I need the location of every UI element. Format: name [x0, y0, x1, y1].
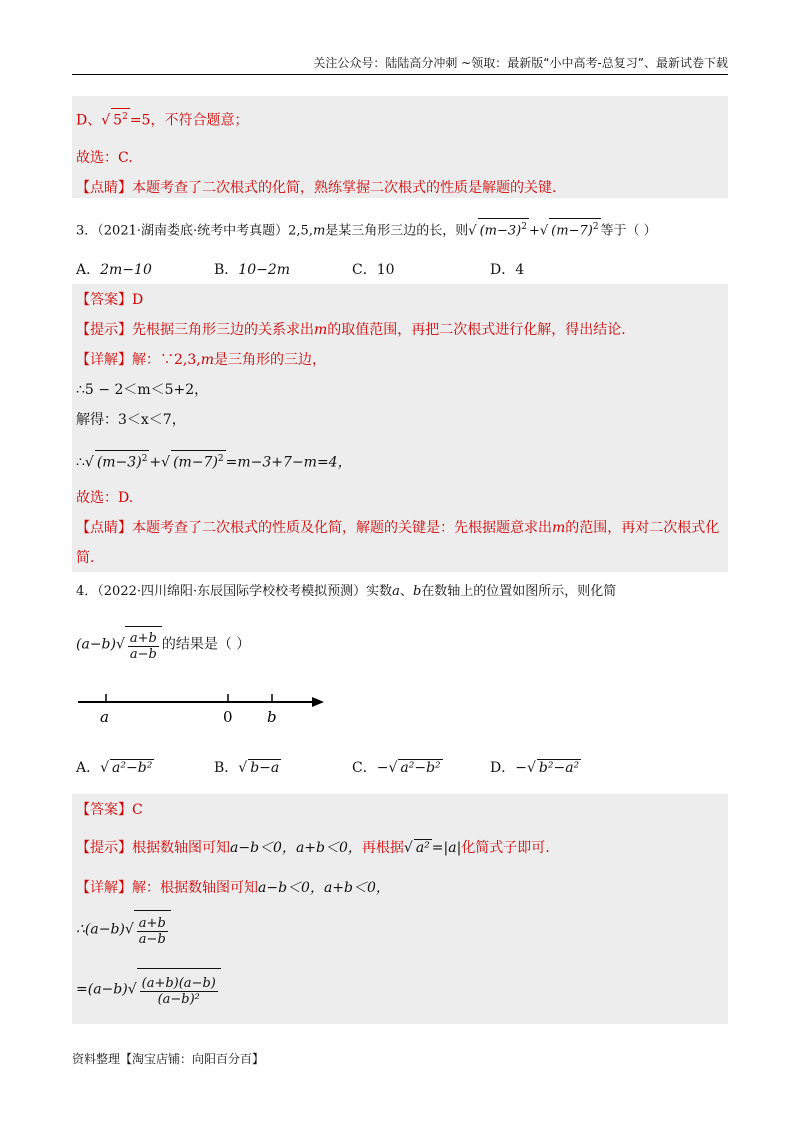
q3-step-2: 解得：3＜x＜7， — [76, 412, 186, 428]
q4-choice-b[interactable]: B．√ b−a — [214, 760, 280, 776]
hint-variable: m — [314, 322, 328, 338]
q4-stem — [76, 582, 616, 602]
therefore: ∴ — [76, 454, 85, 471]
stem-end: 等于（ ） — [600, 223, 657, 239]
choice-value: b−a — [250, 760, 280, 776]
choice-label: A． — [76, 760, 101, 776]
plus-sign: + — [528, 223, 540, 239]
prev-option-d: D、√ $5^2 =5$，不符合题意； — [76, 108, 248, 131]
fraction-denominator: a−b — [129, 646, 157, 662]
axis-label-a: a — [100, 708, 109, 726]
hint-tag: 【提示】 — [76, 840, 132, 856]
choice-sign: − — [376, 760, 389, 776]
fraction-numerator: (a+b)(a−b) — [141, 975, 216, 991]
hint-radicand: a² — [415, 840, 430, 856]
q4-answer — [76, 800, 143, 820]
q3-detail — [76, 350, 326, 370]
stem-sep: 、 — [399, 584, 413, 599]
comment-text-end: 的范围，再对二次根式化 — [565, 520, 720, 536]
answer-value: D — [132, 292, 144, 308]
question-number: 3． — [76, 223, 98, 239]
stem-variable: m — [312, 223, 326, 239]
detail-tag: 【详解】 — [76, 880, 132, 896]
question-number: 4． — [76, 584, 98, 599]
comment-text: 本题考查了二次根式的性质及化简，解题的关键是：先根据题意求出 — [132, 520, 552, 536]
exponent-a: 2 — [521, 222, 527, 232]
q3-hint — [76, 320, 626, 340]
fraction-denominator: (a−b)² — [157, 991, 200, 1007]
detail-text: 解：根据数轴图可知 — [132, 880, 258, 896]
expr-end: 的结果是（ ） — [161, 636, 251, 653]
plus-sign: + — [149, 454, 162, 471]
choice-value: a²−b² — [112, 760, 153, 776]
stem-var-b: b — [412, 584, 422, 599]
choice-value: 2m−10 — [100, 262, 152, 278]
radicand-b: (m−7) — [173, 454, 218, 471]
hint-text: 根据数轴图可知 — [132, 840, 230, 856]
exponent-a: 2 — [141, 454, 148, 464]
exponent-b: 2 — [592, 222, 599, 232]
axis-label-b: b — [267, 708, 277, 726]
q4-step-2: =(a−b)√ $\frac{(a+b)(a-b)}{\text{(a−b)²}}$ — [76, 968, 221, 1011]
stem-text: 实数 — [366, 584, 393, 599]
option-label: D、 — [76, 112, 102, 129]
q3-choice-d[interactable] — [490, 260, 524, 280]
q4-choice-d[interactable]: D．−√ b²−a² — [490, 760, 580, 776]
detail-variable: m — [200, 352, 214, 368]
option-text: =5，不符合题意； — [129, 112, 249, 129]
comment-tag: 【点睛】 — [76, 180, 132, 196]
answer-tag: 【答案】 — [76, 802, 132, 818]
q3-step-3: ∴√ $(m-3)^2$ +√ $(m-7)^2 =m-3+7-m=4$， — [76, 450, 352, 473]
answer-tag: 【答案】 — [76, 292, 132, 308]
q4-choice-a[interactable]: A．√ a²−b² — [76, 760, 153, 776]
radicand-b: (m−7) — [551, 223, 593, 239]
expr-prefix: (a−b) — [76, 636, 116, 653]
q3-choice-c[interactable] — [352, 260, 395, 280]
answer-value: C — [132, 802, 143, 818]
choice-label: D． — [490, 262, 516, 278]
radicand-a: (m−3) — [479, 223, 522, 239]
prev-select: 故选：C. — [76, 150, 133, 166]
exponent: 2 — [122, 112, 128, 122]
choice-value: 4 — [515, 262, 525, 278]
q4-step-1: ∴(a−b)√ $\frac{a+b}{a-b}$ — [76, 910, 171, 949]
question-source: （2021·湖南娄底·统考中考真题） — [97, 223, 289, 239]
q3-step-1: ∴5 − 2＜m＜5+2， — [76, 382, 209, 398]
detail-condition: a−b＜0，a+b＜0， — [258, 880, 390, 896]
radicand-a: (m−3) — [96, 454, 142, 471]
choice-label: B． — [214, 262, 239, 278]
step-prefix: =(a−b) — [76, 981, 128, 998]
stem-values: 2,5, — [288, 223, 313, 239]
q3-stem: 3．（2021·湖南娄底·统考中考真题）2,5,m是某三角形三边的长，则√ $(m-3)^2$ +√ $(m-7)^2$ 等于（ ） — [76, 218, 657, 241]
stem-var-a: a — [392, 584, 400, 599]
detail-text: 解：∵2,3, — [132, 352, 201, 368]
hint-abs: =|a| — [431, 840, 462, 856]
choice-value: b²−a² — [538, 760, 580, 776]
page-footer: 资料整理【淘宝店铺：向阳百分百】 — [72, 1052, 265, 1066]
q3-choice-b[interactable] — [214, 260, 290, 280]
q3-choice-a[interactable] — [76, 260, 152, 280]
exponent-b: 2 — [217, 454, 224, 464]
comment-tag: 【点睛】 — [76, 520, 132, 536]
comment-text: 本题考查了二次根式的化简，熟练掌握二次根式的性质是解题的关键. — [132, 180, 557, 196]
q4-choice-c[interactable]: C．−√ a²−b² — [352, 760, 441, 776]
q4-hint: 【提示】根据数轴图可知a−b＜0，a+b＜0，再根据√ a² =|a|化简式子即可. — [76, 840, 550, 856]
fraction-denominator: a−b — [138, 931, 166, 947]
choice-label: A． — [76, 262, 101, 278]
q4-expression: (a−b)√ $\frac{a+b}{a-b}$ 的结果是（ ） — [76, 626, 250, 663]
fraction-numerator: a+b — [129, 630, 157, 646]
detail-tag: 【详解】 — [76, 352, 132, 368]
q3-comment — [76, 518, 719, 538]
choice-value: a²−b² — [400, 760, 441, 776]
detail-end: 是三角形的三边， — [214, 352, 326, 368]
radicand: 5 — [113, 112, 123, 129]
page-header: 关注公众号：陆陆高分冲刺 ~领取：最新版“小中高考-总复习”、最新试卷下载 — [313, 56, 728, 70]
q3-comment-cont: 简. — [76, 550, 95, 566]
stem-text: 是某三角形三边的长，则 — [325, 223, 469, 239]
choice-sign: − — [515, 760, 527, 776]
hint-text-mid: 再根据 — [361, 840, 404, 856]
header-rule — [72, 74, 728, 75]
stem-end: 在数轴上的位置如图所示，则化简 — [421, 584, 617, 599]
choice-label: D． — [490, 760, 516, 776]
step-result: =m−3+7−m=4， — [225, 454, 352, 471]
comment-variable: m — [552, 520, 566, 536]
q4-detail — [76, 878, 390, 898]
hint-text: 先根据三角形三边的关系求出 — [132, 322, 314, 338]
choice-label: B． — [214, 760, 239, 776]
hint-tag: 【提示】 — [76, 322, 132, 338]
hint-text-end: 化简式子即可. — [461, 840, 550, 856]
question-source: （2022·四川绵阳·东辰国际学校校考模拟预测） — [97, 584, 367, 599]
prev-comment — [76, 178, 556, 198]
axis-label-zero: 0 — [223, 708, 233, 726]
hint-condition: a−b＜0，a+b＜0， — [230, 840, 362, 856]
choice-label: C． — [352, 262, 377, 278]
hint-text-end: 的取值范围，再把二次根式进行化解，得出结论. — [327, 322, 626, 338]
q3-select: 故选：D. — [76, 490, 134, 506]
number-line — [74, 688, 334, 728]
step-prefix: ∴(a−b) — [76, 921, 125, 938]
fraction-numerator: a+b — [138, 915, 166, 931]
choice-value: 10 — [376, 262, 395, 278]
q3-answer — [76, 290, 143, 310]
choice-label: C． — [352, 760, 377, 776]
choice-value: 10−2m — [238, 262, 291, 278]
